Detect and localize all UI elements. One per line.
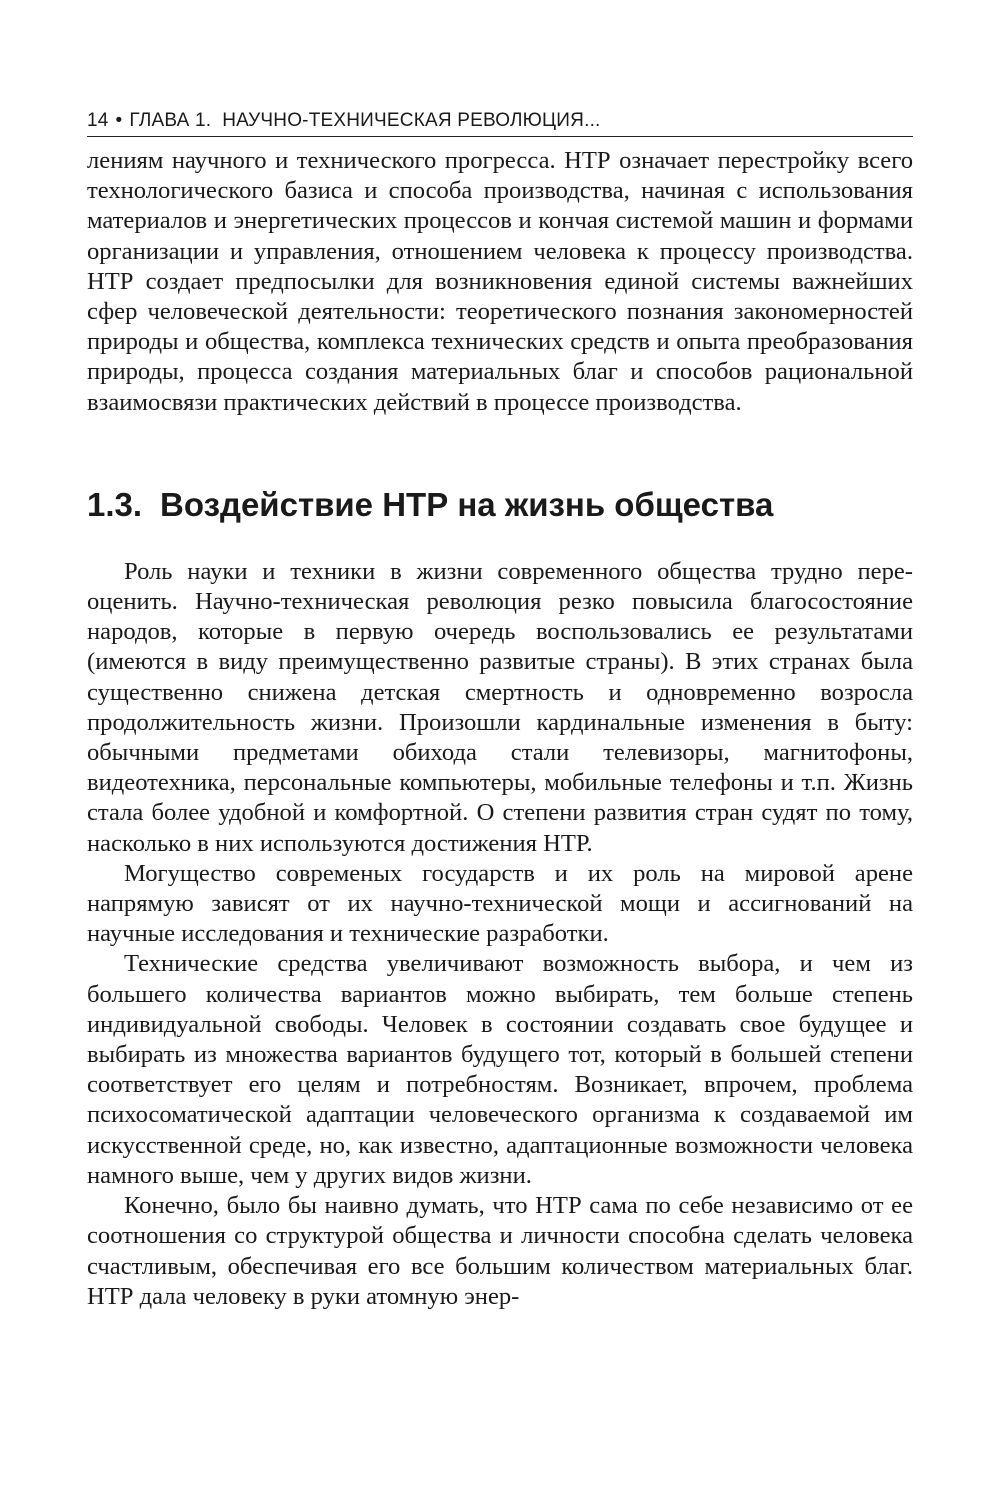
paragraph: Роль науки и техники в жизни современного общества трудно переоценить. Научно-техническая революция резко повысила благосостояние народов, которые в первую очередь воспользовались ее результатами (имеются в виду преимущественно развитые страны). В этих странах была существенно снижена детская смертность и одновременно возросла продолжительность жизни. Произошли кардинальные изменения в быту: обычными предметами обихода стали телевизоры, магнитофоны, видеотехника, персональные компьютеры, мобильные телефоны и т.п. Жизнь стала более удобной и комфортной. О степени развития стран судят по тому, насколько в них используются достижения НТР. (87, 557, 913, 857)
section-title: Воздействие НТР на жизнь общества (160, 485, 774, 523)
page-number: 14 (87, 110, 109, 131)
section-number: 1.3. (87, 485, 143, 523)
bullet-separator: • (115, 110, 123, 131)
paragraph: Конечно, было бы наивно думать, что НТР сама по себе независимо от ее соотношения со структурой общества и личности способна сделать человека счастливым, обеспечивая его все большим количеством материальных благ. НТР дала человеку в руки атомную энер- (87, 1192, 913, 1310)
section-heading (87, 485, 913, 525)
paragraph-continued: лениям научного и технического прогресса. НТР означает перестройку всего технологического базиса и способа производства, начиная с использования материалов и энергетических процессов и кончая системой машин и формами организации и управления, отношением человека к процессу производства. НТР создает предпосылки для возникновения единой системы важнейших сфер человеческой деятельности: теоретического познания закономерностей природы и общества, комплекса технических средств и опыта преобразования природы, процесса создания материальных благ и способов рациональной взаимосвязи практических действий в процессе производства. (87, 147, 913, 416)
chapter-title: НАУЧНО-ТЕХНИЧЕСКАЯ РЕВОЛЮЦИЯ... (222, 110, 601, 131)
running-head (87, 106, 913, 137)
paragraph: Технические средства увеличивают возможность выбора, и чем из большего количества вариантов можно выбирать, тем больше степень индивидуальной свободы. Человек в состоянии создавать свое будущее и выбирать из множества вариантов будущего тот, который в большей степени соответствует его целям и потребностям. Возникает, впрочем, проблема психосоматической адаптации человеческого организма к создаваемой им искусственной среде, но, как известно, адаптационные возможности человека намного выше, чем у других видов жизни. (87, 950, 913, 1189)
paragraph: Могущество современых государств и их роль на мировой арене напрямую зависят от их научно-технической мощи и ассигнований на научные исследования и технические разработки. (87, 859, 913, 948)
chapter-label: ГЛАВА 1. (129, 110, 212, 131)
book-page (87, 106, 913, 1312)
